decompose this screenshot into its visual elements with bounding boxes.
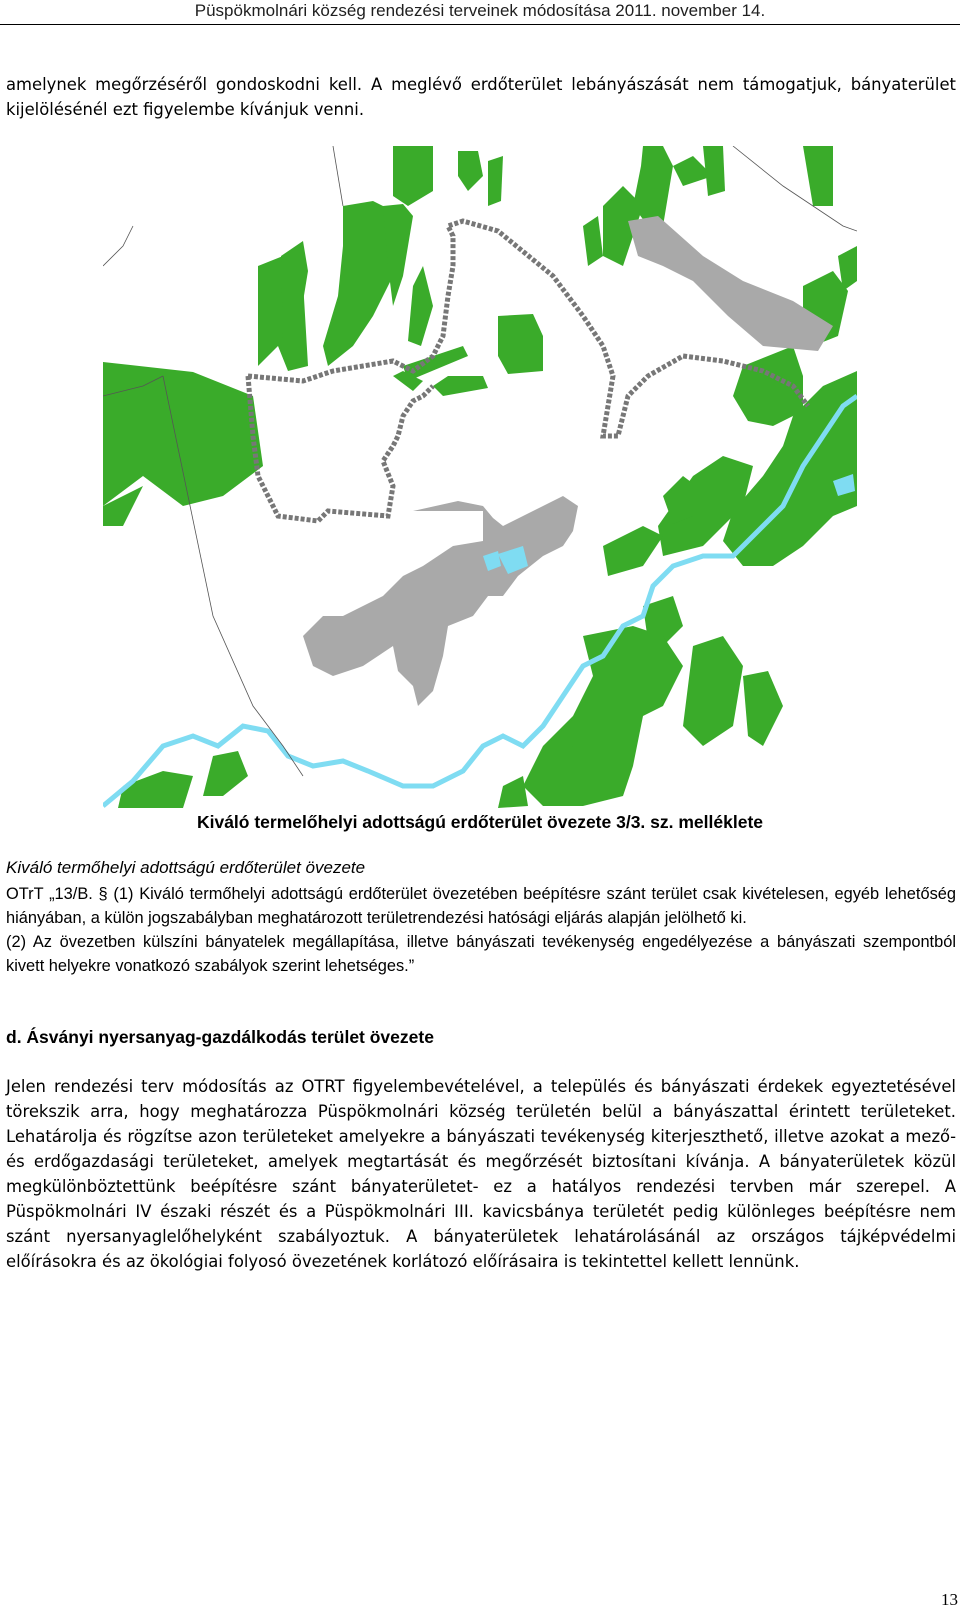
map-caption: Kiváló termelőhelyi adottságú erdőterület övezete 3/3. sz. melléklete bbox=[196, 812, 764, 832]
law-paragraph-1: OTrT „13/B. § (1) Kiváló termőhelyi adottságú erdőterület övezetében beépítésre szánt terület csak kivételesen, egyéb lehetőség hiányában, a külön jogszabályban meghatározott területrendezési hatósági eljárás alapján jelölhető ki. bbox=[6, 885, 956, 927]
section-title: Kiváló termőhelyi adottságú erdőterület övezete bbox=[6, 858, 366, 877]
running-title: Püspökmolnári község rendezési terveinek módosítása 2011. november 14. bbox=[194, 1, 766, 20]
intro-paragraph: amelynek megőrzéséről gondoskodni kell. A meglévő erdőterület lebányászását nem támogatjuk, bányaterület kijelölésénél ezt figyelembe kívánjuk venni. bbox=[6, 75, 956, 119]
running-header bbox=[0, 0, 960, 25]
page-number: 13 bbox=[941, 1590, 958, 1609]
law-paragraph-2: (2) Az övezetben külszíni bányatelek megállapítása, illetve bányászati tevékenység engedélyezése a bányászati szempontból kivett helyekre vonatkozó szabályok szerint lehetséges.” bbox=[6, 933, 956, 975]
forest-areas bbox=[103, 146, 857, 808]
section-heading-d: d. Ásványi nyersanyag-gazdálkodás terület övezete bbox=[6, 1027, 434, 1047]
law-quote bbox=[6, 882, 956, 978]
forest-zone-map bbox=[103, 146, 857, 808]
body-paragraph: Jelen rendezési terv módosítás az OTRT figyelembevételével, a település és bányászati érdekek egyeztetésével törekszik arra, hogy meghatározza Püspökmolnári község területén belül a bányászattal érintett területeket. Lehatárolja és rögzítse azon területeket amelyekre a bányászati tevékenység kiterjeszthető, illetve azokat a mező- és erdőgazdasági területeket, amelyek megtartását és megőrzését biztosítani kívánja. A bányaterületek közül megkülönböztettünk beépítésre szánt bányaterületet- ez a hatályos rendezési tervben már szerepel. A Püspökmolnári IV északi részét és a Püspökmolnári III. kavicsbánya területét pedig különleges beépítésre nem szánt nyersanyaglelőhelyként szabályoztuk. A bányaterületek lehatárolásánál az országos tájképvédelmi előírásokra és az ökológiai folyosó övezetének korlátozó előírásaira is tekintettel kellett lennünk. bbox=[6, 1077, 956, 1271]
